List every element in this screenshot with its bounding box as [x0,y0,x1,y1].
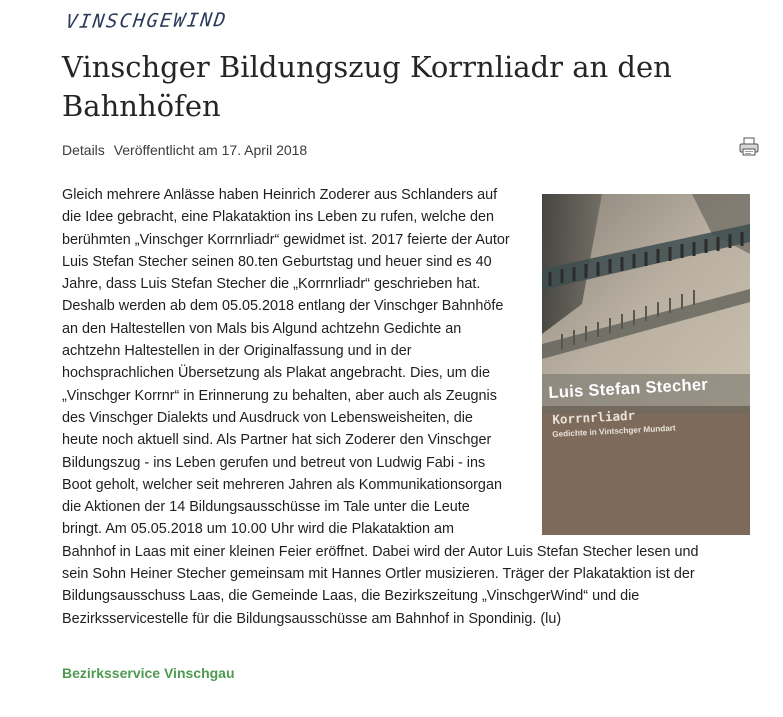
handwritten-note: VINSCHGEWIND [64,9,229,33]
book-author: Luis Stefan Stecher [548,375,709,402]
bezirksservice-link[interactable]: Bezirksservice Vinschgau [62,665,235,681]
article-title: Vinschger Bildungszug Korrnliadr an den Bahnhöfen [62,50,672,123]
book-title: Korrnrliadr [552,407,636,427]
book-subtitle: Gedichte in Vintschger Mundart [552,423,676,439]
print-icon[interactable] [738,137,760,157]
published-date: Veröffentlicht am 17. April 2018 [113,142,308,158]
article-body [62,184,762,630]
article-meta [62,142,307,158]
details-label: Details [62,142,105,158]
article-body-text: Gleich mehrere Anlässe haben Heinrich Zoderer aus Schlanders auf die Idee gebracht, eine Plakataktion ins Leben zu rufen, welche den berühmten „Vinschger Korrnrliadr“ gewidmet ist. 2017 feierte der Autor Luis Stefan Stecher seinen 80.ten Geburtstag und heuer sind es 40 Jahre, dass Luis Stefan Stecher die „Korrnrliadr“ geschrieben hat. Deshalb werden ab dem 05.05.2018 entlang der Vinschger Bahnhöfe an den Haltestellen von Mals bis Algund achtzehn Gedichte an achtzehn Haltestellen in der Originalfassung und in der hochsprachlichen Übersetzung als Plakat angebracht. Dies, um die „Vinschger Korrnr“ in Erinnerung zu behalten, aber auch als Zeugnis des Vinschger Dialekts und Ausdruck von Lebensweisheiten, die heute noch aktuell sind. Als Partner hat sich Zoderer den Vinschger Bildungszug - ins Leben gerufen und betreut von Ludwig Fabi - ins Boot geholt, welcher seit mehreren Jahren als Kommunikationsorgan die Aktionen der 14 Bildungsausschüsse im Tale unter die Leute bringt. Am 05.05.2018 um 10.00 Uhr wird die Plakataktion am Bahnhof in Laas mit einer kleinen Feier eröffnet. Dabei wird der Autor Luis Stefan Stecher lesen und sein Sohn Heiner Stecher gemeinsam mit Hannes Ortler musizieren. Träger der Plakataktion ist der Bildungsausschuss Laas, die Gemeinde Laas, die Bezirkszeitung „VinschgerWind“ und die Bezirksservicestelle für die Bildungsausschüsse am Bahnhof in Spondinig. (lu) [62,187,699,627]
